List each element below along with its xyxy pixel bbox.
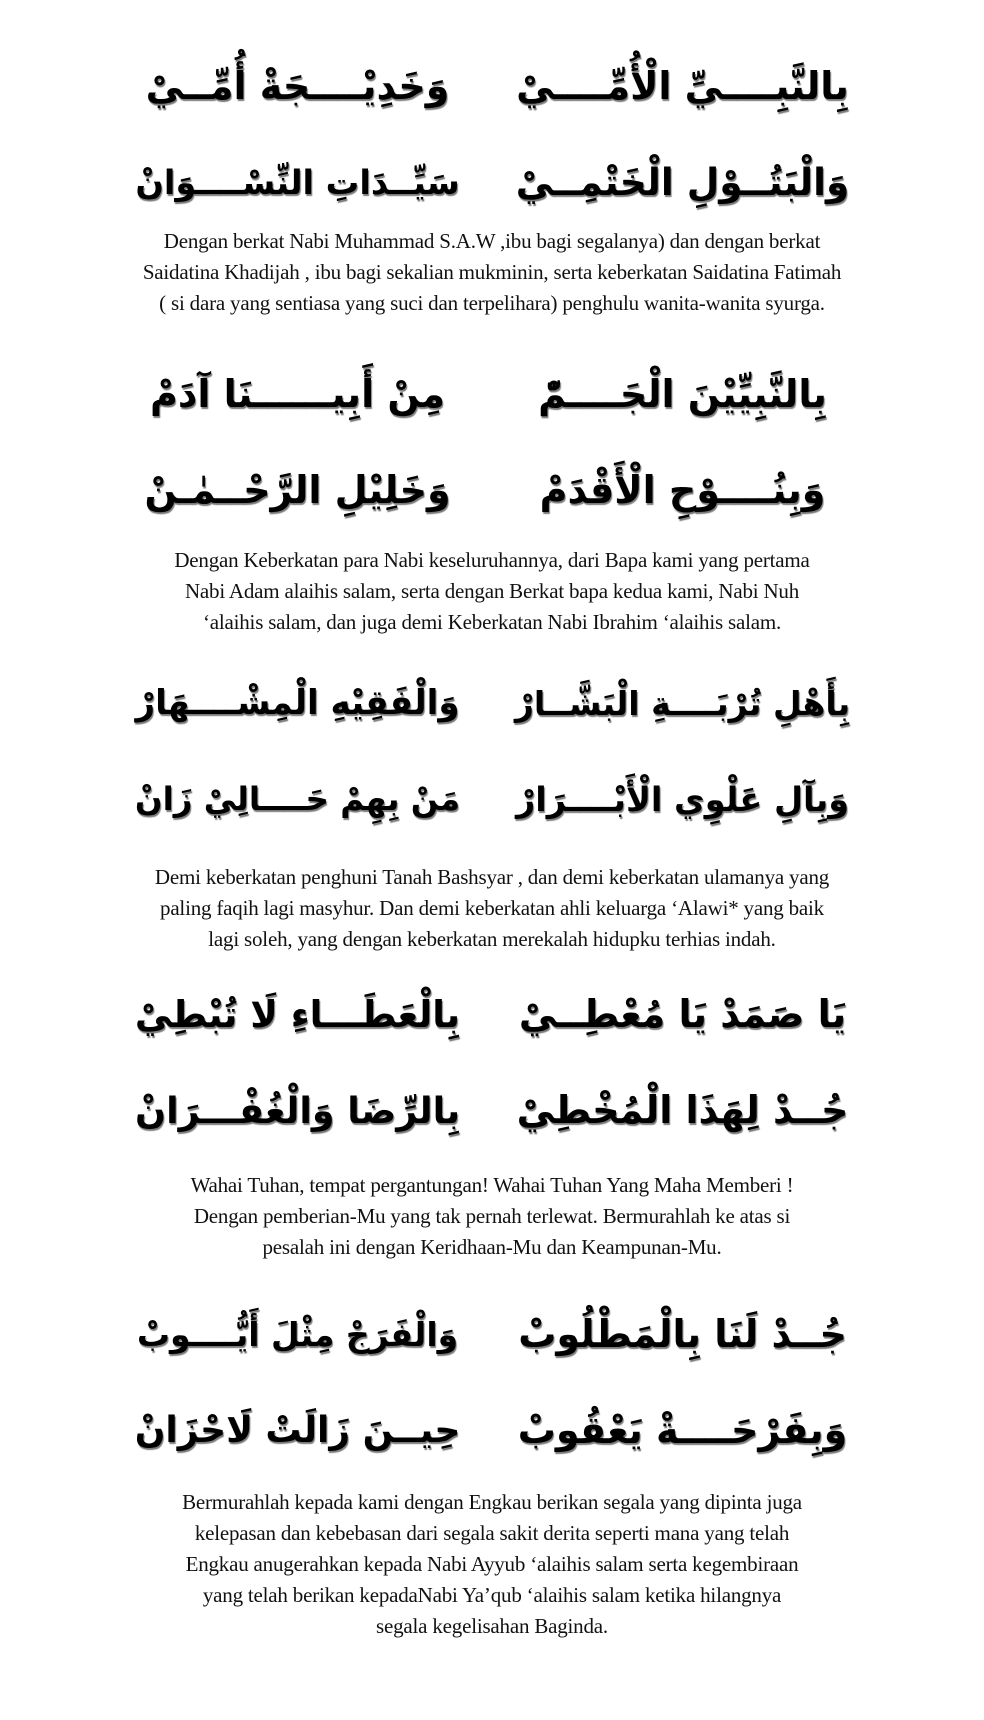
translation-line: Demi keberkatan penghuni Tanah Bashsyar , dan demi keberkatan ulamanya yang <box>154 865 830 889</box>
translation-line: yang telah berikan kepadaNabi Ya’qub ‘alaihis salam ketika hilangnya <box>202 1583 782 1607</box>
verse-second-hemistich: بِالْعَطَـــاءِ لَا تُبْطِيْ <box>134 992 461 1036</box>
stanza-4 <box>0 966 984 1158</box>
translation-paragraph-3 <box>40 862 944 955</box>
verse-row <box>0 1286 984 1382</box>
verse-first-hemistich: جُــدْ لِهَذَا الْمُخْطِيْ <box>516 1088 849 1132</box>
translation-line: Dengan berkat Nabi Muhammad S.A.W ,ibu bagi segalanya) dan dengan berkat <box>163 229 821 253</box>
verse-row <box>0 346 984 442</box>
verse-second-hemistich: وَالْفَقِيْهِ الْمِشْــــهَارْ <box>135 683 460 723</box>
translation-paragraph-1 <box>40 226 944 319</box>
verse-second-hemistich: وَالْفَرَجْ مِثْلَ أَيُّــــوبْ <box>136 1314 459 1354</box>
translation-line: Nabi Adam alaihis salam, serta dengan Berkat bapa kedua kami, Nabi Nuh <box>184 579 800 603</box>
verse-row <box>0 655 984 751</box>
verse-row <box>0 1382 984 1478</box>
verse-first-hemistich: جُــدْ لَنَا بِالْمَطْلُوبْ <box>518 1312 847 1356</box>
translation-line: Engkau anugerahkan kepada Nabi Ayyub ‘alaihis salam serta kegembiraan <box>185 1552 799 1576</box>
translation-line: Dengan pemberian-Mu yang tak pernah terlewat. Bermurahlah ke atas si <box>193 1204 791 1228</box>
translation-line: Dengan Keberkatan para Nabi keseluruhannya, dari Bapa kami yang pertama <box>174 548 810 572</box>
translation-line: Wahai Tuhan, tempat pergantungan! Wahai Tuhan Yang Maha Memberi ! <box>190 1173 794 1197</box>
verse-row <box>0 751 984 847</box>
stanza-3 <box>0 655 984 847</box>
verse-row <box>0 134 984 230</box>
stanza-2 <box>0 346 984 538</box>
verse-second-hemistich: سَيِّــدَاتِ النِّسْــــوَانْ <box>135 162 460 202</box>
translation-paragraph-5 <box>40 1487 944 1642</box>
translation-line: lagi soleh, yang dengan keberkatan merekalah hidupku terhias indah. <box>208 927 776 951</box>
verse-first-hemistich: وَبِفَرْحَــــةْ يَعْقُوبْ <box>517 1408 848 1452</box>
verse-first-hemistich: بِالنَّبِــــيِّ الْأُمِّــــيْ <box>516 64 849 108</box>
stanza-1 <box>0 38 984 230</box>
translation-line: Saidatina Khadijah , ibu bagi sekalian mukminin, serta keberkatan Saidatina Fatimah <box>142 260 842 284</box>
verse-first-hemistich: بِأَهْلِ تُرْبَــــةِ الْبَشَّــارْ <box>514 683 851 723</box>
translation-line: kelepasan dan kebebasan dari segala sakit derita seperti mana yang telah <box>194 1521 790 1545</box>
translation-line: Bermurahlah kepada kami dengan Engkau berikan segala yang dipinta juga <box>182 1490 802 1514</box>
verse-second-hemistich: وَخَدِيْــــجَةْ أُمِّــيْ <box>145 64 450 108</box>
translation-line: segala kegelisahan Baginda. <box>376 1614 608 1638</box>
translation-line: ‘alaihis salam, dan juga demi Keberkatan Nabi Ibrahim ‘alaihis salam. <box>202 610 782 634</box>
verse-row <box>0 1062 984 1158</box>
translation-line: ( si dara yang sentiasa yang suci dan terpelihara) penghulu wanita-wanita syurga. <box>159 291 825 315</box>
verse-second-hemistich: مَنْ بِهِمْ حَــــالِيْ زَانْ <box>134 780 461 818</box>
translation-line: paling faqih lagi masyhur. Dan demi keberkatan ahli keluarga ‘Alawi* yang baik <box>160 896 824 920</box>
verse-row <box>0 38 984 134</box>
verse-first-hemistich: وَالْبَتُــوْلِ الْخَتْمِــيْ <box>515 160 850 204</box>
verse-second-hemistich: وَخَلِيْلِ الرَّحْــمٰـنْ <box>144 468 451 512</box>
verse-row <box>0 966 984 1062</box>
verse-second-hemistich: حِيــنَ زَالَتْ لَاحْزَانْ <box>134 1409 461 1451</box>
translation-paragraph-4 <box>40 1170 944 1263</box>
verse-second-hemistich: بِالرِّضَا وَالْغُفْـــرَانْ <box>134 1088 461 1132</box>
stanza-5 <box>0 1286 984 1478</box>
translation-paragraph-2 <box>40 545 944 638</box>
verse-first-hemistich: وَبِآلِ عَلْوِي الْأَبْــــرَارْ <box>515 779 850 819</box>
verse-first-hemistich: وَبِنُــــوْحِ الْأَقْدَمْ <box>539 468 826 512</box>
translation-line: pesalah ini dengan Keridhaan-Mu dan Keampunan-Mu. <box>262 1235 722 1259</box>
verse-second-hemistich: مِنْ أَبِيــــــنَا آدَمْ <box>149 372 446 416</box>
verse-first-hemistich: يَا صَمَدْ يَا مُعْطِــيْ <box>518 992 847 1036</box>
verse-first-hemistich: بِالنَّبِيِّيْنَ الْجَــــمّْ <box>538 372 827 416</box>
verse-row <box>0 442 984 538</box>
